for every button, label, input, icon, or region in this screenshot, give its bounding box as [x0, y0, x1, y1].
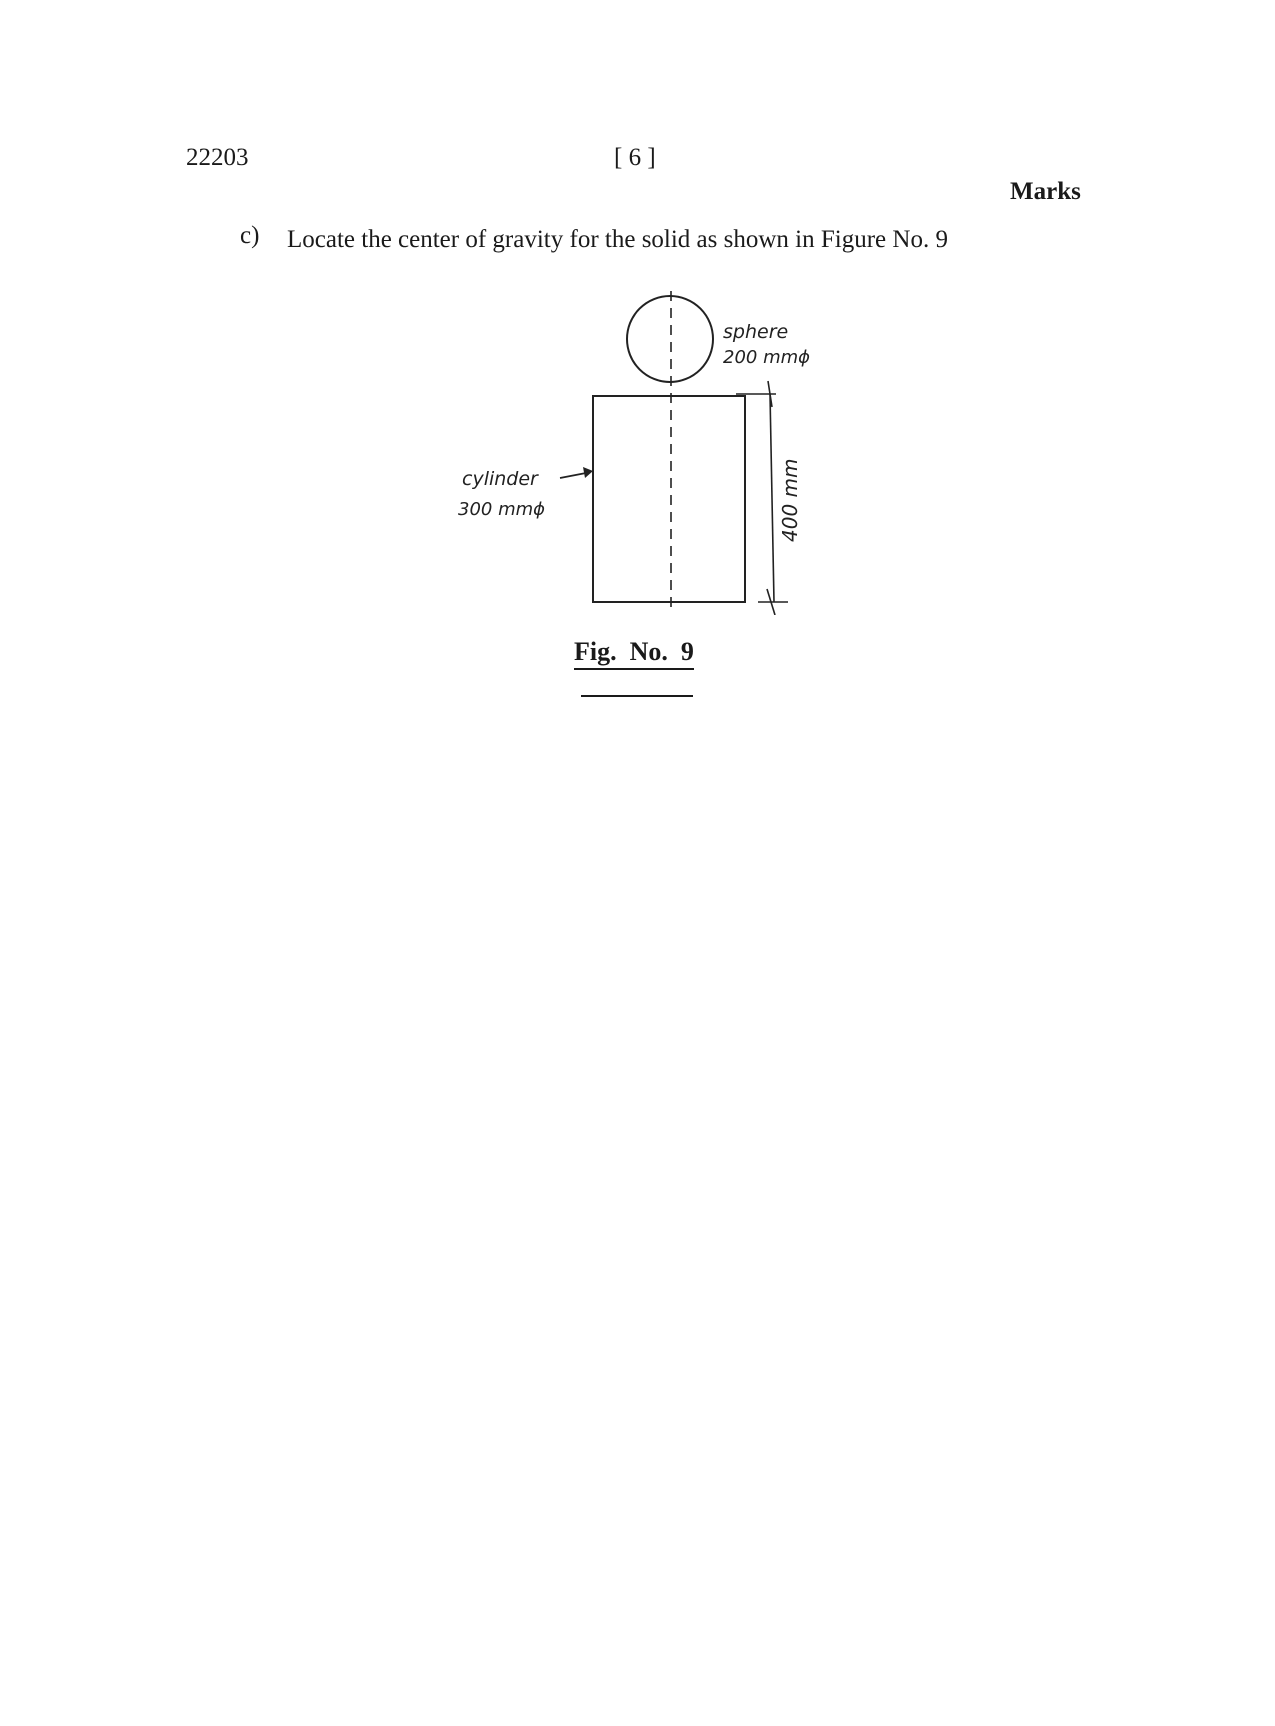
page-number: [ 6 ]: [614, 144, 656, 171]
figure-caption: Fig. No. 9: [574, 637, 694, 670]
cylinder-outline: [593, 396, 745, 602]
figure-solid-diagram: [440, 285, 840, 615]
marks-label: Marks: [1010, 178, 1081, 205]
cylinder-diameter-label: 300 mmϕ: [458, 499, 546, 520]
height-label: 400 mm: [778, 458, 802, 542]
question-label: c): [240, 222, 260, 249]
sphere-diameter-label: 200 mmϕ: [723, 347, 811, 368]
sphere-label: sphere: [723, 321, 789, 343]
question-text: Locate the center of gravity for the solid as shown in Figure No. 9: [287, 226, 948, 253]
cylinder-leader-arrow: [560, 467, 593, 478]
paper-code: 22203: [186, 144, 249, 171]
sphere-outline: [627, 296, 713, 382]
cylinder-label: cylinder: [462, 468, 538, 490]
end-rule: [581, 695, 693, 697]
